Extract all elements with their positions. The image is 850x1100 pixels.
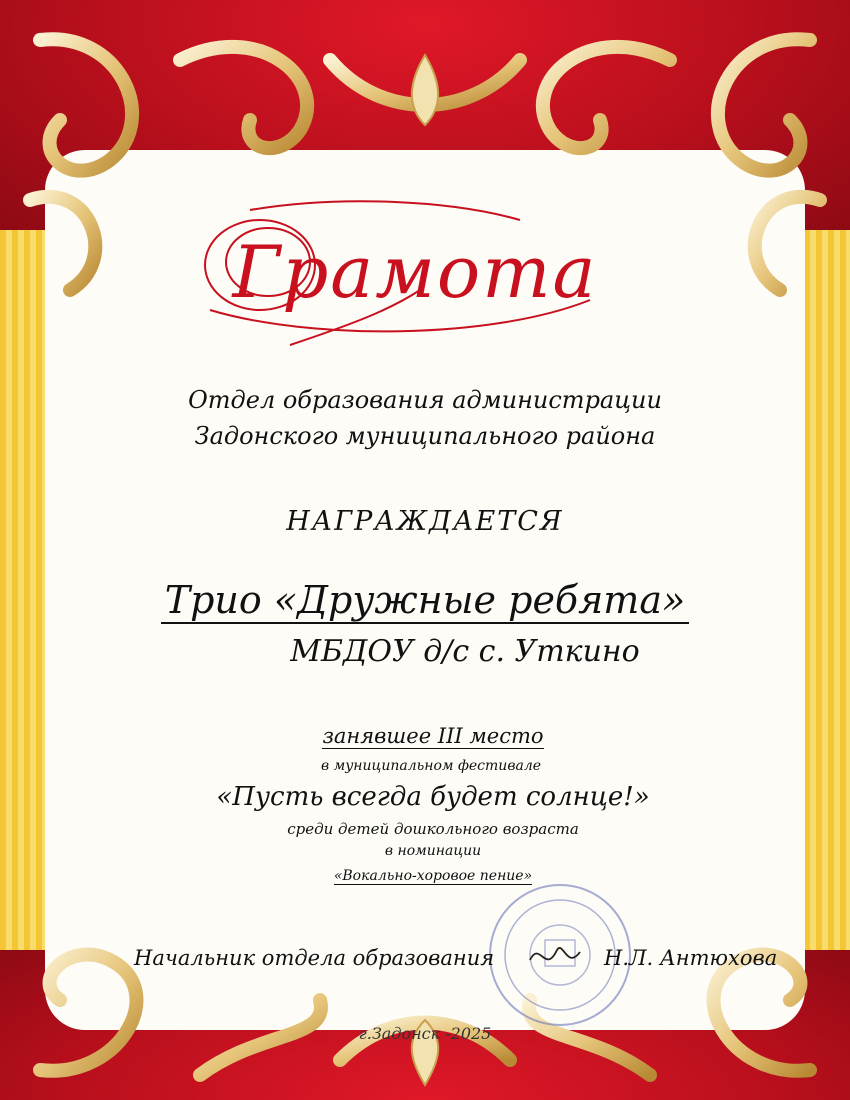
category-line-2: в номинации (384, 843, 482, 859)
awarded-label (0, 506, 850, 537)
organization-line-1: Отдел образования администрации (188, 386, 662, 414)
certificate-title (190, 190, 610, 360)
nomination-line (8, 868, 850, 884)
category-line-1: среди детей дошкольного возраста (287, 820, 579, 838)
place-text: занявшее III место (322, 724, 544, 748)
festival-intro: в муниципальном фестивале (320, 758, 542, 774)
festival-name: «Пусть всегда будет солнце!» (216, 782, 650, 812)
signatory-name: Н.Л. Антюхова (604, 946, 778, 970)
recipient-name-text: Трио «Дружные ребята» (161, 578, 689, 624)
awarded-label-text: НАГРАЖДАЕТСЯ (286, 506, 564, 537)
organization-line-2: Задонского муниципального района (194, 422, 656, 450)
place-line (8, 724, 850, 748)
institution-name: МБДОУ д/с с. Уткино (290, 634, 640, 669)
title-text: Грамота (232, 230, 598, 314)
nomination-text: «Вокально-хоровое пение» (333, 868, 533, 884)
recipient-name (0, 578, 850, 622)
signatory-role: Начальник отдела образования (134, 946, 495, 970)
city-year: г.Задонск -2025 (358, 1024, 492, 1043)
